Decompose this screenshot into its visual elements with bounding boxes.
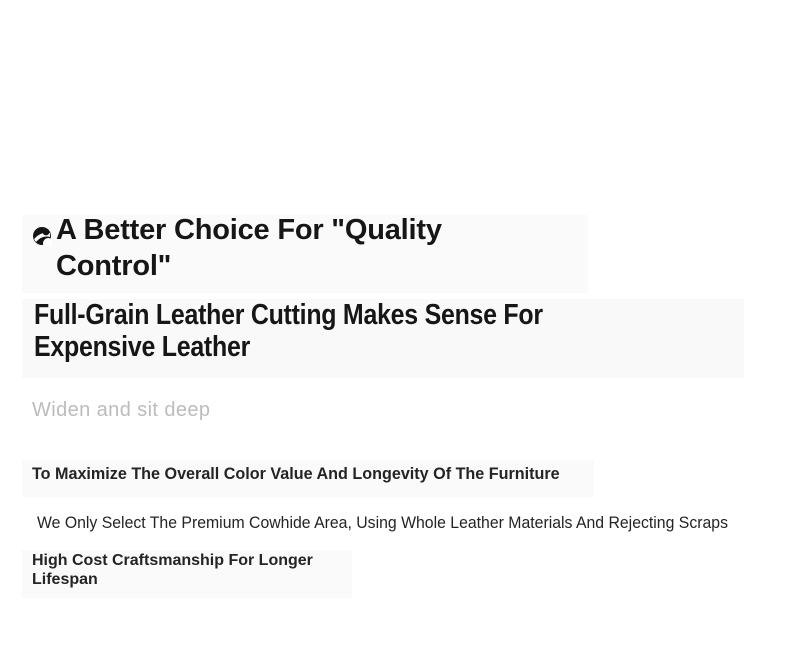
benefit-craftsmanship-text: High Cost Craftsmanship For Longer Lifespan [32,552,313,588]
benefit-color-value-text: To Maximize The Overall Color Value And Longevity Of The Furniture [32,464,560,483]
section-heading-fullgrain: Full-Grain Leather Cutting Makes Sense For Expensive Leather [34,299,543,363]
dark-swirl-emblem-icon [32,219,52,239]
section-heading-quality-control [56,212,526,284]
heading-quality-text: A Better Choice For "Quality Control" [56,214,442,282]
benefit-premium-cowhide-text: We Only Select The Premium Cowhide Area, Using Whole Leather Materials And Rejecting Scraps [37,513,728,532]
tagline-text: Widen and sit deep [32,399,211,421]
